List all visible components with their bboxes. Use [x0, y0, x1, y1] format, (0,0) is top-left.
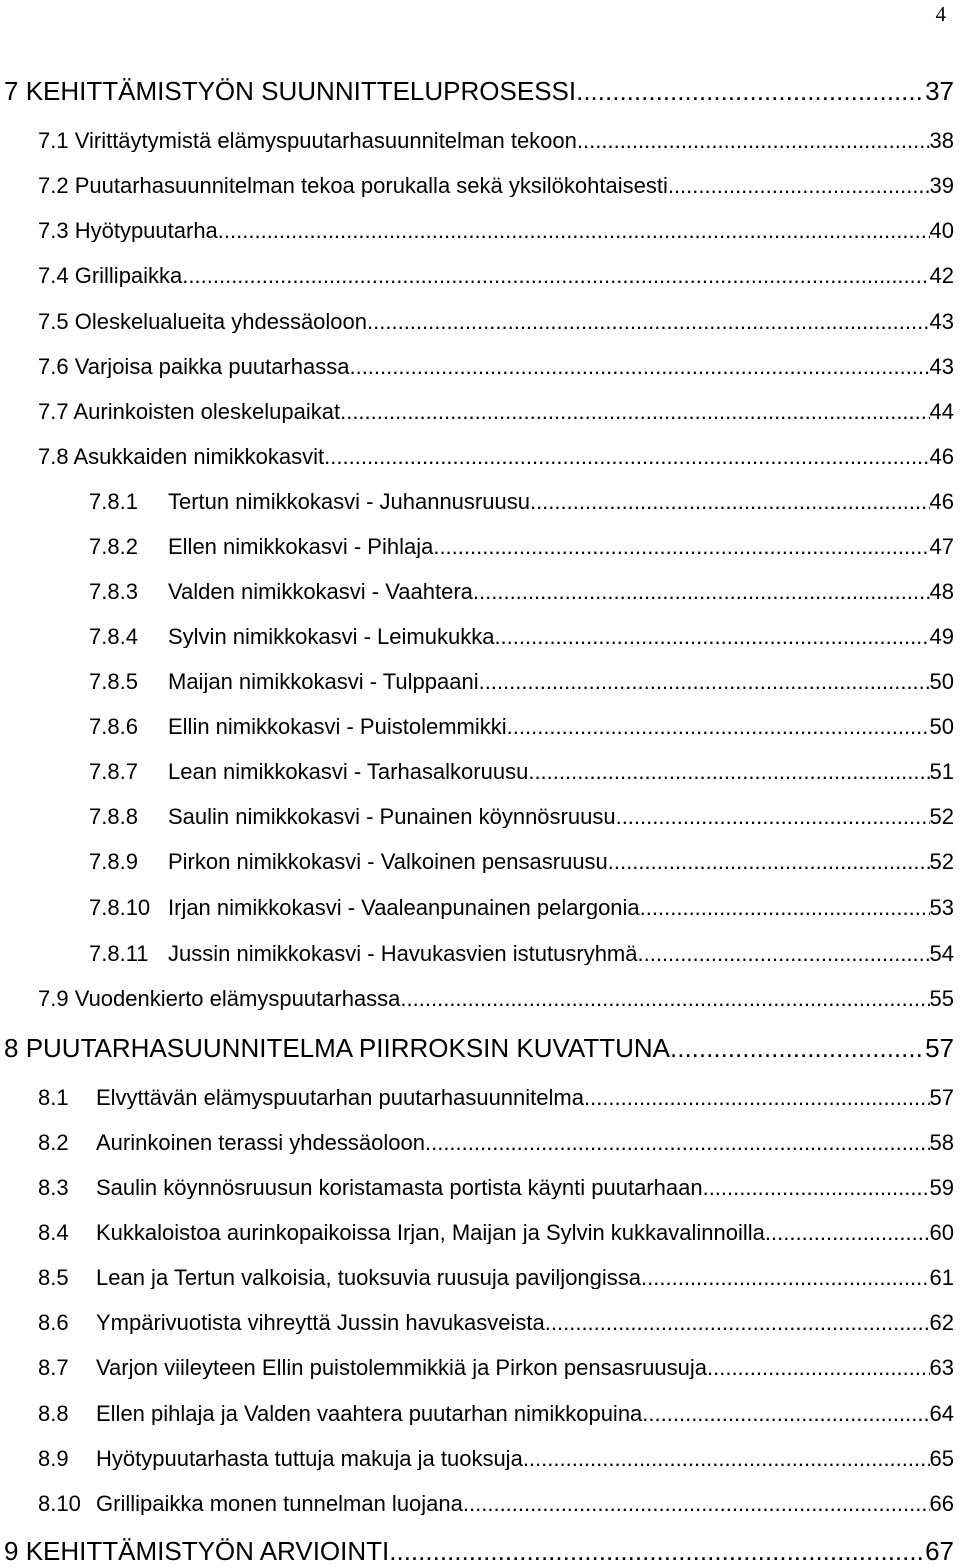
dot-leader: [638, 943, 930, 965]
toc-entry-title: Kukkaloistoa aurinkopaikoissa Irjan, Maijan ja Sylvin kukkavalinnoilla: [96, 1222, 765, 1244]
dot-leader: [577, 130, 930, 152]
toc-entry-number: 7.1: [38, 130, 69, 152]
toc-entry-title: Ellin nimikkokasvi - Puistolemmikki: [168, 716, 507, 738]
toc-entry-title: Hyötypuutarhasta tuttuja makuja ja tuoksuja: [96, 1448, 523, 1470]
dot-leader: [523, 1448, 930, 1470]
dot-leader: [473, 581, 930, 603]
toc-entry-page: 52: [929, 806, 954, 828]
dot-leader: [425, 1132, 930, 1154]
toc-entry[interactable]: [38, 130, 954, 152]
toc-entry-page: 51: [929, 761, 954, 783]
toc-entry-page: 44: [929, 401, 954, 423]
dot-leader: [182, 265, 929, 287]
toc-entry-title: Aurinkoinen terassi yhdessäoloon: [96, 1132, 425, 1154]
toc-entry-title: Saulin köynnösruusun koristamasta portista käynti puutarhaan: [96, 1177, 703, 1199]
toc-entry-number: 9: [4, 1538, 19, 1564]
toc-entry[interactable]: [89, 536, 954, 558]
toc-entry-title: Ellen pihlaja ja Valden vaahtera puutarhan nimikkopuina: [96, 1403, 643, 1425]
toc-entry-number: 7.8.7: [89, 761, 138, 783]
dot-leader: [576, 78, 925, 104]
toc-entry-page: 42: [929, 265, 954, 287]
toc-entry-number: 7.7: [38, 401, 69, 423]
dot-leader: [463, 1493, 930, 1515]
toc-entry[interactable]: [38, 1448, 954, 1470]
toc-entry-title: Pirkon nimikkokasvi - Valkoinen pensasruusu: [168, 851, 608, 873]
toc-entry-number: 7.8.8: [89, 806, 138, 828]
toc-entry-page: 38: [929, 130, 954, 152]
toc-entry-number: 7.8.6: [89, 716, 138, 738]
toc-entry[interactable]: [89, 943, 954, 965]
dot-leader: [642, 1403, 929, 1425]
toc-entry-page: 62: [929, 1312, 954, 1334]
toc-entry[interactable]: [4, 78, 954, 104]
toc-entry[interactable]: [38, 1177, 954, 1199]
toc-entry-number: 7.8.2: [89, 536, 138, 558]
toc-entry-title: Tertun nimikkokasvi - Juhannusruusu: [168, 491, 530, 513]
toc-entry-number: 8.9: [38, 1448, 69, 1470]
toc-entry-number: 7.2: [38, 175, 69, 197]
toc-entry[interactable]: [89, 806, 954, 828]
toc-entry[interactable]: [89, 626, 954, 648]
toc-entry-number: 8.1: [38, 1087, 69, 1109]
dot-leader: [324, 446, 929, 468]
dot-leader: [507, 716, 930, 738]
toc-entry-number: 7: [4, 78, 19, 104]
toc-entry-page: 40: [929, 220, 954, 242]
toc-entry-number: 7.8.4: [89, 626, 138, 648]
toc-entry-page: 58: [929, 1132, 954, 1154]
toc-entry-page: 43: [929, 356, 954, 378]
toc-entry[interactable]: [38, 988, 954, 1010]
toc-entry-page: 55: [929, 988, 954, 1010]
toc-entry-number: 7.8.11: [89, 943, 149, 965]
toc-entry-number: 8.7: [38, 1357, 69, 1379]
dot-leader: [703, 1177, 930, 1199]
toc-entry-title: KEHITTÄMISTYÖN SUUNNITTELUPROSESSI: [18, 78, 577, 104]
toc-entry-page: 47: [929, 536, 954, 558]
toc-entry-number: 7.8.1: [89, 491, 138, 513]
toc-entry-page: 46: [929, 491, 954, 513]
toc-entry-page: 39: [929, 175, 954, 197]
toc-entry[interactable]: [89, 581, 954, 603]
toc-entry-title: Grillipaikka: [68, 265, 183, 287]
dot-leader: [340, 401, 929, 423]
toc-entry-number: 7.3: [38, 220, 69, 242]
dot-leader: [479, 671, 930, 693]
toc-entry-number: 7.8.5: [89, 671, 138, 693]
toc-entry[interactable]: [38, 311, 954, 333]
toc-entry-page: 37: [925, 78, 954, 104]
toc-entry-page: 46: [929, 446, 954, 468]
toc-entry-page: 43: [929, 311, 954, 333]
toc-entry-title: Irjan nimikkokasvi - Vaaleanpunainen pelargonia: [168, 897, 640, 919]
toc-entry-page: 50: [929, 671, 954, 693]
toc-entry[interactable]: [89, 761, 954, 783]
dot-leader: [641, 1267, 929, 1289]
toc-entry-page: 57: [925, 1035, 954, 1061]
toc-entry-page: 52: [929, 851, 954, 873]
toc-entry-page: 66: [929, 1493, 954, 1515]
toc-entry-title: Vuodenkierto elämyspuutarhassa: [68, 988, 401, 1010]
toc-entry[interactable]: [38, 1357, 954, 1379]
toc-entry-title: Virittäytymistä elämyspuutarhasuunnitelman tekoon: [68, 130, 577, 152]
toc-entry-title: Hyötypuutarha: [68, 220, 218, 242]
toc-entry[interactable]: [38, 1493, 954, 1515]
toc-entry-title: Saulin nimikkokasvi - Punainen köynnösruusu: [168, 806, 616, 828]
dot-leader: [584, 1087, 930, 1109]
toc-entry-title: Lean nimikkokasvi - Tarhasalkoruusu: [168, 761, 529, 783]
toc-entry-title: Elvyttävän elämyspuutarhan puutarhasuunnitelma: [96, 1087, 584, 1109]
toc-entry-page: 61: [929, 1267, 954, 1289]
toc-entry-title: Grillipaikka monen tunnelman luojana: [96, 1493, 463, 1515]
toc-entry-page: 50: [929, 716, 954, 738]
dot-leader: [218, 220, 930, 242]
toc-entry-page: 64: [929, 1403, 954, 1425]
dot-leader: [530, 491, 930, 513]
toc-entry[interactable]: [38, 1267, 954, 1289]
toc-entry-title: Maijan nimikkokasvi - Tulppaani: [168, 671, 479, 693]
toc-entry[interactable]: [38, 446, 954, 468]
toc-entry[interactable]: [89, 897, 954, 919]
toc-entry-number: 8.2: [38, 1132, 69, 1154]
dot-leader: [640, 897, 930, 919]
toc-entry[interactable]: [89, 851, 954, 873]
toc-entry-page: 59: [929, 1177, 954, 1199]
toc-entry-title: Aurinkoisten oleskelupaikat: [68, 401, 341, 423]
dot-leader: [668, 175, 930, 197]
toc-entry-title: KEHITTÄMISTYÖN ARVIOINTI: [18, 1538, 390, 1564]
dot-leader: [765, 1222, 930, 1244]
toc-entry-title: Sylvin nimikkokasvi - Leimukukka: [168, 626, 495, 648]
toc-entry-page: 60: [929, 1222, 954, 1244]
dot-leader: [616, 806, 930, 828]
toc-entry[interactable]: [89, 716, 954, 738]
toc-entry[interactable]: [38, 1403, 954, 1425]
toc-entry-title: Ympärivuotista vihreyttä Jussin havukasveista: [96, 1312, 545, 1334]
toc-entry-number: 7.8.3: [89, 581, 138, 603]
toc-entry[interactable]: [89, 671, 954, 693]
toc-entry[interactable]: [38, 401, 954, 423]
toc-entry[interactable]: [38, 1312, 954, 1334]
toc-entry-title: Puutarhasuunnitelman tekoa porukalla sekä yksilökohtaisesti: [68, 175, 668, 197]
toc-entry[interactable]: [38, 265, 954, 287]
toc-entry-title: Varjon viileyteen Ellin puistolemmikkiä ja Pirkon pensasruusuja: [96, 1357, 707, 1379]
toc-entry-number: 7.4: [38, 265, 69, 287]
toc-entry-title: Valden nimikkokasvi - Vaahtera: [168, 581, 473, 603]
dot-leader: [433, 536, 929, 558]
toc-entry-page: 65: [929, 1448, 954, 1470]
toc-entry-page: 53: [929, 897, 954, 919]
dot-leader: [494, 626, 929, 648]
toc-entry[interactable]: [4, 1035, 954, 1061]
toc-entry-page: 67: [925, 1538, 954, 1564]
toc-entry-title: Ellen nimikkokasvi - Pihlaja: [168, 536, 434, 558]
toc-entry-number: 8.8: [38, 1403, 69, 1425]
toc-entry[interactable]: [38, 1132, 954, 1154]
dot-leader: [528, 761, 929, 783]
toc-entry[interactable]: [4, 1538, 954, 1564]
toc-entry-number: 8: [4, 1035, 19, 1061]
toc-entry-number: 8.5: [38, 1267, 69, 1289]
toc-entry-title: Oleskelualueita yhdessäoloon: [68, 311, 368, 333]
toc-entry-title: Lean ja Tertun valkoisia, tuoksuvia ruusuja paviljongissa: [96, 1267, 642, 1289]
toc-entry-number: 7.9: [38, 988, 69, 1010]
dot-leader: [608, 851, 930, 873]
toc-entry[interactable]: [38, 1087, 954, 1109]
toc-entry[interactable]: [38, 220, 954, 242]
toc-entry[interactable]: [38, 1222, 954, 1244]
toc-entry-title: Asukkaiden nimikkokasvit: [68, 446, 325, 468]
toc-entry-number: 8.4: [38, 1222, 69, 1244]
toc-entry-number: 8.10: [38, 1493, 81, 1515]
toc-entry-number: 7.6: [38, 356, 69, 378]
dot-leader: [545, 1312, 930, 1334]
toc-entry-page: 63: [929, 1357, 954, 1379]
dot-leader: [400, 988, 929, 1010]
toc-entry-page: 49: [929, 626, 954, 648]
toc-entry[interactable]: [38, 356, 954, 378]
toc-entry-number: 7.8.9: [89, 851, 138, 873]
dot-leader: [367, 311, 930, 333]
toc-entry-page: 48: [929, 581, 954, 603]
toc-entry-number: 8.6: [38, 1312, 69, 1334]
toc-entry-number: 7.5: [38, 311, 69, 333]
dot-leader: [389, 1538, 925, 1564]
dot-leader: [670, 1035, 925, 1061]
toc-entry-page: 54: [929, 943, 954, 965]
dot-leader: [349, 356, 929, 378]
toc-entry-number: 8.3: [38, 1177, 69, 1199]
toc-entry[interactable]: [89, 491, 954, 513]
toc-entry-number: 7.8: [38, 446, 69, 468]
page-number: 4: [935, 2, 946, 26]
toc-entry-title: Varjoisa paikka puutarhassa: [68, 356, 350, 378]
toc-entry[interactable]: [38, 175, 954, 197]
toc-entry-title: PUUTARHASUUNNITELMA PIIRROKSIN KUVATTUNA: [18, 1035, 670, 1061]
dot-leader: [707, 1357, 930, 1379]
toc-entry-number: 7.8.10: [89, 897, 151, 919]
toc-entry-title: Jussin nimikkokasvi - Havukasvien istutusryhmä: [168, 943, 638, 965]
toc-entry-page: 57: [929, 1087, 954, 1109]
